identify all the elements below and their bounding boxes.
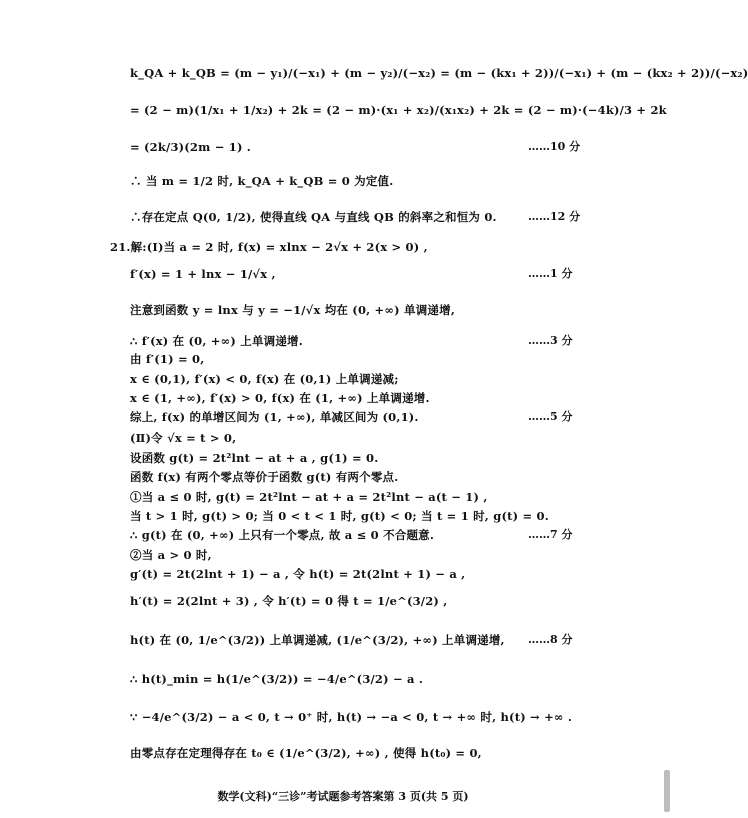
text-line: 21.解:(Ⅰ)当 a = 2 时, f(x) = xlnx − 2√x + 2(x > 0) , xyxy=(110,240,428,254)
text-line: = (2k/3)(2m − 1) . xyxy=(130,140,251,154)
text-line: 由零点存在定理得存在 t₀ ∈ (1/e^(3/2), +∞) , 使得 h(t₀) = 0, xyxy=(130,746,482,760)
text-line: h(t) 在 (0, 1/e^(3/2)) 上单调递减, (1/e^(3/2), +∞) 上单调递增, xyxy=(130,633,505,647)
page-footer: 数学(文科)“三诊”考试题参考答案第 3 页(共 5 页) xyxy=(217,790,469,803)
text-line: ∴ h(t)_min = h(1/e^(3/2)) = −4/e^(3/2) − a . xyxy=(130,672,424,686)
text-line: g′(t) = 2t(2lnt + 1) − a , 令 h(t) = 2t(2lnt + 1) − a , xyxy=(130,567,466,581)
text-line: ∴ f′(x) 在 (0, +∞) 上单调递增. xyxy=(130,334,303,348)
text-line: f′(x) = 1 + lnx − 1/√x , xyxy=(130,267,276,281)
text-line: ②当 a > 0 时, xyxy=(130,548,212,562)
score-mark: ……12 分 xyxy=(528,210,581,223)
text-line: ∴存在定点 Q(0, 1/2), 使得直线 QA 与直线 QB 的斜率之和恒为 0. xyxy=(130,210,497,224)
text-line: (Ⅱ)令 √x = t > 0, xyxy=(130,431,237,445)
score-mark: ……1 分 xyxy=(528,267,573,280)
text-line: x ∈ (0,1), f′(x) < 0, f(x) 在 (0,1) 上单调递减; xyxy=(130,372,399,386)
text-line: ∴ g(t) 在 (0, +∞) 上只有一个零点, 故 a ≤ 0 不合题意. xyxy=(130,528,435,542)
score-mark: ……8 分 xyxy=(528,633,573,646)
text-line: = (2 − m)(1/x₁ + 1/x₂) + 2k = (2 − m)·(x₁ + x₂)/(x₁x₂) + 2k = (2 − m)·(−4k)/3 + 2k xyxy=(130,103,667,117)
score-mark: ……3 分 xyxy=(528,334,573,347)
text-line: ∴ 当 m = 1/2 时, k_QA + k_QB = 0 为定值. xyxy=(130,174,394,188)
text-line: h′(t) = 2(2lnt + 3) , 令 h′(t) = 0 得 t = 1/e^(3/2) , xyxy=(130,594,448,608)
text-line: 设函数 g(t) = 2t²lnt − at + a , g(1) = 0. xyxy=(130,451,379,465)
text-line: k_QA + k_QB = (m − y₁)/(−x₁) + (m − y₂)/(−x₂) = (m − (kx₁ + 2))/(−x₁) + (m − (kx₂ + 2))/(−x₂) xyxy=(130,66,748,80)
text-line: 当 t > 1 时, g(t) > 0; 当 0 < t < 1 时, g(t) < 0; 当 t = 1 时, g(t) = 0. xyxy=(130,509,549,523)
score-mark: ……7 分 xyxy=(528,528,573,541)
score-mark: ……10 分 xyxy=(528,140,581,153)
text-line: 由 f′(1) = 0, xyxy=(130,352,205,366)
text-line: 注意到函数 y = lnx 与 y = −1/√x 均在 (0, +∞) 单调递增, xyxy=(130,303,456,317)
text-line: ∵ −4/e^(3/2) − a < 0, t → 0⁺ 时, h(t) → −a < 0, t → +∞ 时, h(t) → +∞ . xyxy=(130,710,573,724)
text-line: 函数 f(x) 有两个零点等价于函数 g(t) 有两个零点. xyxy=(130,470,399,484)
text-line: ①当 a ≤ 0 时, g(t) = 2t²lnt − at + a = 2t²lnt − a(t − 1) , xyxy=(130,490,488,504)
scrollbar-thumb[interactable] xyxy=(664,770,670,812)
text-line: x ∈ (1, +∞), f′(x) > 0, f(x) 在 (1, +∞) 上单调递增. xyxy=(130,391,430,405)
score-mark: ……5 分 xyxy=(528,410,573,423)
text-line: 综上, f(x) 的单增区间为 (1, +∞), 单减区间为 (0,1). xyxy=(130,410,419,424)
